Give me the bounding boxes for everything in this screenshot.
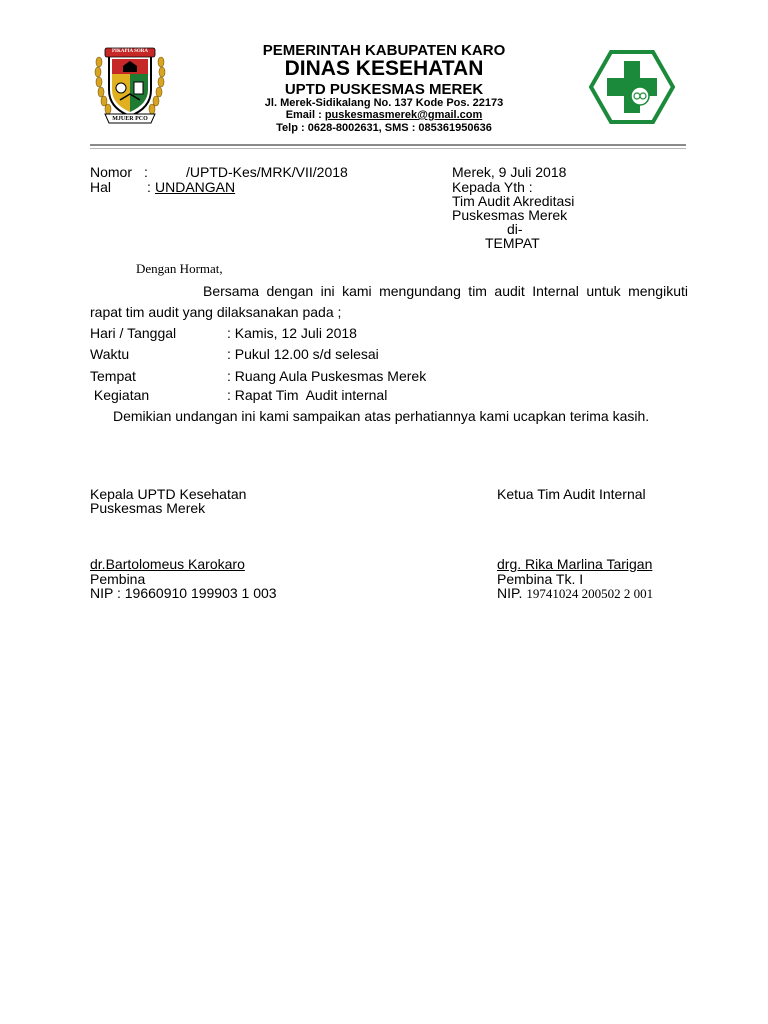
hal-label: Hal <box>90 179 112 195</box>
place-date: Merek, 9 Juli 2018 <box>452 164 567 180</box>
detail-value-day: : Kamis, 12 Juli 2018 <box>227 325 357 341</box>
sign-right-nip-value: 19741024 200502 2 001 <box>526 586 654 601</box>
emblem-motto-text: MJUER PCO <box>112 116 148 122</box>
header-divider-thin <box>90 148 686 149</box>
detail-label-activity: Kegiatan <box>90 387 150 403</box>
sign-left-nip <box>90 585 277 601</box>
intro-text: Bersama dengan ini kami mengundang tim audit Internal untuk mengikuti rapat tim audit yang dilaksanakan pada ; <box>90 283 688 320</box>
phone-line: Telp : 0628-8002631, SMS : 085361950636 <box>276 122 492 134</box>
sign-left-title-2: Puskesmas Merek <box>90 500 206 516</box>
nomor-value: /UPTD-Kes/MRK/VII/2018 <box>186 164 348 180</box>
kepada-label: Kepada Yth : <box>452 179 533 195</box>
recipient-di: di- <box>507 221 523 237</box>
karo-regency-emblem-icon <box>93 44 167 126</box>
closing-paragraph <box>90 406 688 427</box>
header-divider <box>90 144 686 146</box>
recipient-line-2: Puskesmas Merek <box>452 207 568 223</box>
sign-right-name: drg. Rika Marlina Tarigan <box>497 556 653 572</box>
nomor-label: Nomor <box>90 164 133 180</box>
nomor-separator: : <box>144 164 148 180</box>
intro-paragraph <box>90 281 688 323</box>
email-label: Email : <box>285 109 325 121</box>
govt-name: PEMERINTAH KABUPATEN KARO <box>262 42 506 59</box>
sign-right-nip-label: NIP. <box>497 585 527 601</box>
detail-label-time: Waktu <box>90 346 130 362</box>
sign-right-nip <box>497 585 653 602</box>
email-link[interactable]: puskesmasmerek@gmail.com <box>324 109 483 121</box>
sign-right-title-1: Ketua Tim Audit Internal <box>497 486 646 502</box>
department-name: DINAS KESEHATAN <box>284 57 484 80</box>
sign-left-name: dr.Bartolomeus Karokaro <box>90 556 245 572</box>
address-line: Jl. Merek-Sidikalang No. 137 Kode Pos. 22173 <box>264 97 504 109</box>
sign-left-nip-label: NIP : <box>90 585 125 601</box>
sign-right-rank: Pembina Tk. I <box>497 571 584 587</box>
hal-value: UNDANGAN <box>155 179 236 195</box>
recipient-line-1: Tim Audit Akreditasi <box>452 193 575 209</box>
puskesmas-logo-icon <box>589 49 675 125</box>
detail-value-time: : Pukul 12.00 s/d selesai <box>227 346 379 362</box>
sign-left-title-1: Kepala UPTD Kesehatan <box>90 486 247 502</box>
detail-value-place: : Ruang Aula Puskesmas Merek <box>227 368 427 384</box>
unit-name: UPTD PUSKESMAS MEREK <box>284 81 484 98</box>
greeting: Dengan Hormat, <box>136 261 223 276</box>
detail-label-place: Tempat <box>90 368 136 384</box>
detail-label-day: Hari / Tanggal <box>90 325 177 341</box>
detail-value-activity: : Rapat Tim Audit internal <box>227 387 388 403</box>
emblem-banner-text: PIKAPIA SORA <box>112 49 148 54</box>
closing-text: Demikian undangan ini kami sampaikan atas perhatiannya kami ucapkan terima kasih. <box>113 408 650 424</box>
sign-left-rank: Pembina <box>90 571 146 587</box>
hal-separator: : <box>147 179 151 195</box>
email-line <box>200 109 568 122</box>
sign-left-nip-value: 19660910 199903 1 003 <box>124 585 277 601</box>
recipient-tempat: TEMPAT <box>485 235 540 251</box>
